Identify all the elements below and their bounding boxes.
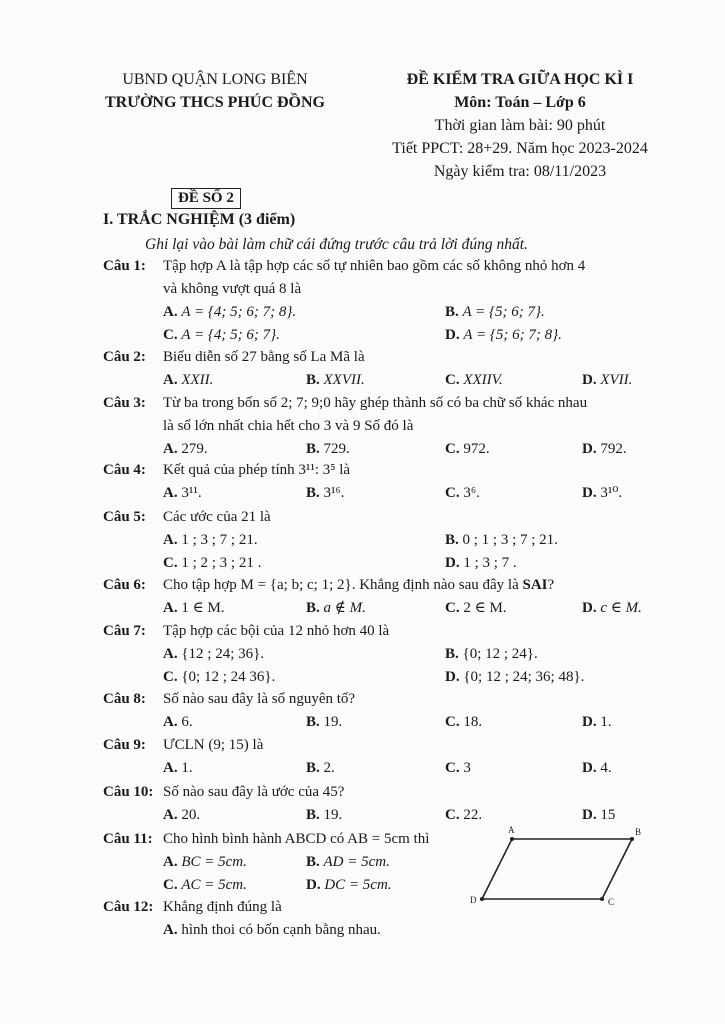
option-letter: D. [445,555,460,571]
question-6-option-1 [306,601,366,616]
question-7-label: Câu 7: [103,623,146,639]
question-5-option-2 [163,556,261,571]
option-text: a ∉ M. [323,600,366,616]
question-4-label: Câu 4: [103,462,146,478]
option-text: 2. [323,760,335,776]
question-10-option-3 [582,808,615,823]
question-2-option-3 [582,373,632,388]
option-letter: A. [163,646,178,662]
option-text: A = {5; 6; 7}. [462,304,545,320]
question-7-option-0 [163,647,264,662]
question-8-option-1 [306,715,342,730]
option-letter: D. [582,485,597,501]
question-7-option-3 [445,670,584,685]
section-title: I. TRẮC NGHIỆM (3 điểm) [103,211,296,228]
question-6-option-2 [445,601,507,616]
option-text: 3⁶. [463,485,480,501]
option-text: AD = 5cm. [323,854,390,870]
option-letter: B. [445,304,459,320]
question-10-text [163,785,344,800]
option-letter: B. [306,854,320,870]
label-a: A [508,825,515,835]
question-7-option-2 [163,670,275,685]
option-letter: A. [163,714,178,730]
question-3-option-0 [163,442,208,457]
question-9-option-2 [445,761,471,776]
option-letter: D. [445,327,460,343]
option-letter: D. [582,807,597,823]
option-text: A = {4; 5; 6; 7; 8}. [181,304,297,320]
option-letter: D. [306,877,321,893]
question-5-text-main: Các ước của 21 là [163,509,271,525]
question-9-option-1 [306,761,335,776]
question-5-text [163,510,271,525]
question-2-text-main: Biểu diễn số 27 bằng số La Mã là [163,349,365,365]
option-text: 2 ∈ M. [463,600,507,616]
option-letter: A. [163,854,178,870]
option-text: 279. [181,441,208,457]
question-1-option-3 [445,328,562,343]
option-letter: D. [445,669,460,685]
option-letter: C. [445,485,460,501]
option-letter: D. [582,600,597,616]
option-text: XXIIV. [463,372,503,388]
option-letter: A. [163,372,178,388]
question-6-text-end: ? [547,577,555,593]
question-12-option-0 [163,923,381,938]
label-b: B [635,827,642,837]
option-letter: A. [163,922,178,938]
question-9-label: Câu 9: [103,737,146,753]
option-letter: A. [163,760,178,776]
option-letter: C. [163,327,178,343]
question-11-option-3 [306,878,392,893]
option-letter: A. [163,600,178,616]
question-8-option-2 [445,715,482,730]
vertex-d [480,897,484,901]
question-9-option-0 [163,761,193,776]
question-5-label: Câu 5: [103,509,146,525]
question-11-text [163,832,429,847]
option-text: 3¹¹. [181,485,202,501]
option-text: 1 ; 2 ; 3 ; 21 . [181,555,262,571]
option-text: c ∈ M. [600,600,642,616]
option-letter: C. [445,600,460,616]
option-text: 729. [323,441,350,457]
option-letter: A. [163,485,178,501]
exam-period: Tiết PPCT: 28+29. Năm học 2023-2024 [392,140,648,157]
option-letter: B. [306,714,320,730]
option-text: 18. [463,714,483,730]
option-text: {0; 12 ; 24 36}. [181,669,276,685]
question-5-option-1 [445,533,558,548]
question-11-option-2 [163,878,247,893]
question-6-text [163,578,554,593]
option-text: 20. [181,807,201,823]
question-4-text-main: Kết quả của phép tính 3¹¹: 3⁵ là [163,462,351,478]
option-letter: B. [306,600,320,616]
option-text: XXII. [181,372,214,388]
question-3-label: Câu 3: [103,395,146,411]
option-text: {12 ; 24; 36}. [181,646,265,662]
question-4-option-1 [306,486,345,501]
question-9-option-3 [582,761,612,776]
exam-subject: Môn: Toán – Lớp 6 [454,94,586,111]
question-6-option-3 [582,601,642,616]
question-2-option-2 [445,373,503,388]
option-text: 1 ∈ M. [181,600,225,616]
option-text: 19. [323,714,343,730]
question-11-option-0 [163,855,247,870]
question-6-option-0 [163,601,225,616]
question-8-option-0 [163,715,193,730]
option-text: 0 ; 1 ; 3 ; 7 ; 21. [462,532,558,548]
question-7-text [163,624,389,639]
question-8-option-3 [582,715,612,730]
option-letter: B. [306,441,320,457]
option-letter: B. [306,760,320,776]
question-11-option-1 [306,855,390,870]
question-7-option-1 [445,647,538,662]
question-10-label: Câu 10: [103,784,154,800]
option-letter: C. [445,372,460,388]
option-letter: B. [306,485,320,501]
question-2-label: Câu 2: [103,349,146,365]
question-1-option-1 [445,305,545,320]
option-text: 972. [463,441,490,457]
question-3-option-3 [582,442,627,457]
question-2-option-1 [306,373,365,388]
option-text: 6. [181,714,193,730]
option-text: DC = 5cm. [324,877,392,893]
question-5-option-3 [445,556,517,571]
option-letter: C. [445,714,460,730]
option-letter: D. [582,714,597,730]
question-6-text-main: Cho tập hợp M = {a; b; c; 1; 2}. Khẳng định nào sau đây là [163,577,523,593]
question-4-text [163,463,350,478]
question-1-text-main: Tập hợp A là tập hợp các số tự nhiên bao gồm các số không nhỏ hơn 4 [163,258,586,274]
question-9-text [163,738,263,753]
exam-date: Ngày kiểm tra: 08/11/2023 [433,163,607,180]
exam-duration: Thời gian làm bài: 90 phút [434,117,606,134]
question-10-option-2 [445,808,482,823]
question-1-label: Câu 1: [103,258,146,274]
exam-title: ĐỀ KIỂM TRA GIỮA HỌC KÌ I [406,71,634,88]
option-text: 1. [600,714,612,730]
section-instruction: Ghi lại vào bài làm chữ cái đứng trước câu trả lời đúng nhất. [145,236,528,253]
vertex-c [600,897,604,901]
exam-code-box: ĐỀ SỐ 2 [171,188,241,209]
question-10-option-1 [306,808,342,823]
option-text: 1. [181,760,193,776]
option-letter: B. [445,646,459,662]
option-letter: A. [163,807,178,823]
option-text: 4. [600,760,612,776]
option-text: 22. [463,807,483,823]
option-letter: D. [582,760,597,776]
question-8-text [163,692,355,707]
option-text: 3¹⁶. [323,485,345,501]
question-1-option-2 [163,328,280,343]
question-1-text-cont: và không vượt quá 8 là [163,281,302,297]
option-text: A = {5; 6; 7; 8}. [463,327,562,343]
option-text: A = {4; 5; 6; 7}. [181,327,280,343]
option-letter: A. [163,441,178,457]
question-11-text-main: Cho hình bình hành ABCD có AB = 5cm thì [163,831,430,847]
option-text: {0; 12 ; 24; 36; 48}. [463,669,585,685]
question-6-text-emphasis: SAI [522,577,548,593]
option-letter: A. [163,532,178,548]
school-district: UBND QUẬN LONG BIÊN [122,71,308,88]
question-2-option-0 [163,373,213,388]
question-12-text [163,900,282,915]
option-letter: C. [163,669,178,685]
option-text: XVII. [600,372,633,388]
question-4-option-0 [163,486,202,501]
question-10-text-main: Số nào sau đây là ước của 45? [163,784,345,800]
option-letter: B. [306,372,320,388]
question-12-text-main: Khẳng định đúng là [163,899,282,915]
option-text: XXVII. [323,372,365,388]
question-1-text [163,259,585,274]
option-text: 792. [600,441,627,457]
question-8-label: Câu 8: [103,691,146,707]
option-text: 3¹⁰. [600,485,623,501]
option-letter: C. [163,555,178,571]
label-c: C [608,897,615,907]
option-letter: D. [582,372,597,388]
parallelogram-figure [462,825,652,915]
option-text: AC = 5cm. [181,877,247,893]
question-7-text-main: Tập hợp các bội của 12 nhỏ hơn 40 là [163,623,390,639]
question-3-text-cont: là số lớn nhất chia hết cho 3 và 9 Số đó là [163,418,414,434]
option-letter: B. [445,532,459,548]
option-text: 15 [600,807,616,823]
option-text: 3 [463,760,471,776]
label-d: D [470,895,477,905]
question-4-option-3 [582,486,622,501]
question-12-label: Câu 12: [103,899,154,915]
option-text: 1 ; 3 ; 7 ; 21. [181,532,258,548]
option-letter: C. [445,807,460,823]
question-3-text-main: Từ ba trong bốn số 2; 7; 9;0 hãy ghép thành số có ba chữ số khác nhau [163,395,588,411]
question-9-text-main: ƯCLN (9; 15) là [163,737,264,753]
question-2-text [163,350,365,365]
option-text: 19. [323,807,343,823]
vertex-a [510,837,514,841]
option-letter: A. [163,304,178,320]
option-letter: C. [445,441,460,457]
question-1-option-0 [163,305,296,320]
question-10-option-0 [163,808,200,823]
question-3-text [163,396,587,411]
option-letter: C. [163,877,178,893]
option-letter: C. [445,760,460,776]
option-letter: B. [306,807,320,823]
school-name: TRƯỜNG THCS PHÚC ĐỒNG [104,94,325,111]
question-3-option-2 [445,442,490,457]
option-text: {0; 12 ; 24}. [462,646,538,662]
option-text: BC = 5cm. [181,854,247,870]
vertex-b [630,837,634,841]
question-11-label: Câu 11: [103,831,153,847]
option-text: hình thoi có bốn cạnh bằng nhau. [181,922,381,938]
parallelogram-shape [482,839,632,899]
question-4-option-2 [445,486,480,501]
question-5-option-0 [163,533,258,548]
option-letter: D. [582,441,597,457]
option-text: 1 ; 3 ; 7 . [463,555,517,571]
question-3-option-1 [306,442,350,457]
question-6-label: Câu 6: [103,577,146,593]
question-8-text-main: Số nào sau đây là số nguyên tố? [163,691,356,707]
